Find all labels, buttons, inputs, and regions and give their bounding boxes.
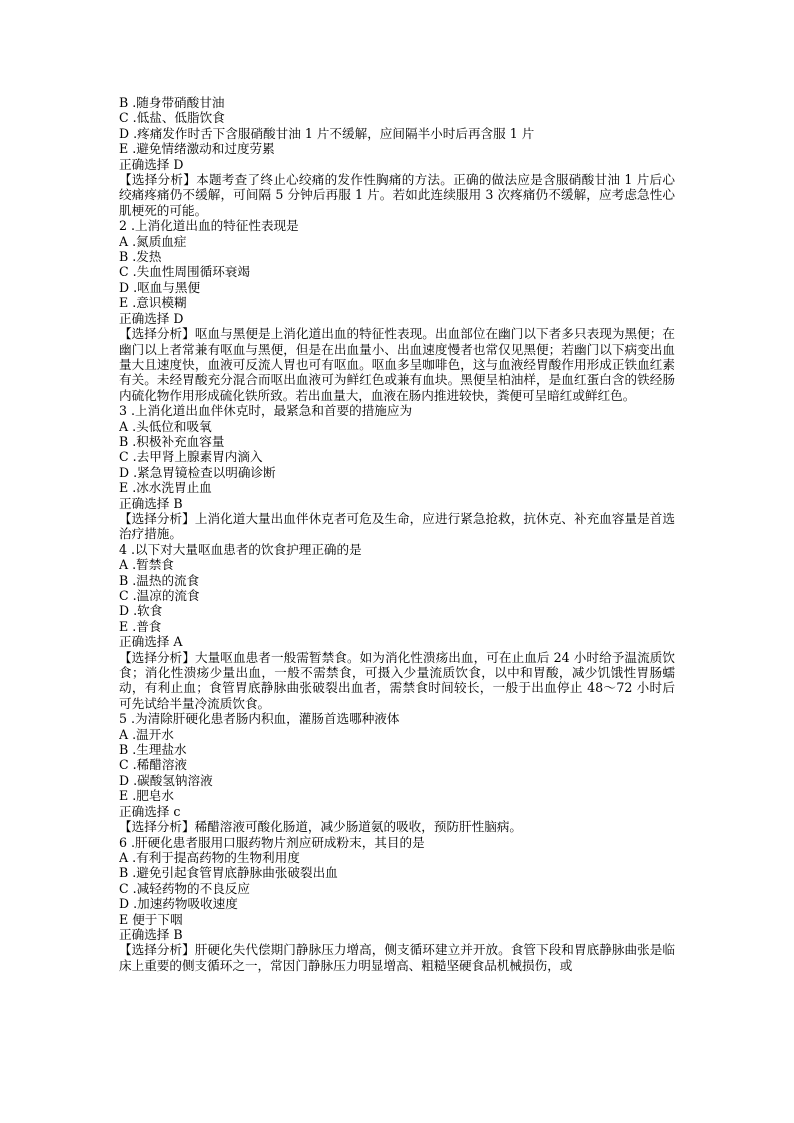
analysis-text: 大量呕血患者一般需暂禁食。如为消化性溃疡出血，可在止血后 24 小时给予温流质饮食；消化性溃疡少量出血，一般不需禁食，可摄入少量流质饮食，以中和胃酸，减少饥饿性胃肠蠕动，有利止血；食管胃底静脉曲张破裂出血者，需禁食时间较长，一般于出血停止 48～72 小时后可先试给半量冷流质饮食。	[119, 649, 675, 711]
analysis-paragraph	[119, 650, 675, 712]
text-line: B .积极补充血容量	[119, 433, 225, 449]
text-line: D .紧急胃镜检查以明确诊断	[119, 464, 276, 480]
analysis-tag: 【选择分析】	[119, 510, 195, 526]
analysis-text: 上消化道大量出血伴休克者可危及生命，应进行紧急抢救，抗休克、补充血容量是首选治疗措施。	[119, 510, 676, 542]
text-line: 正确选择 A	[119, 634, 183, 650]
text-line: C .稀醋溶液	[119, 757, 188, 773]
text-line: 正确选择 D	[119, 156, 184, 172]
text-line: 正确选择 c	[119, 803, 181, 819]
text-line: E .冰水洗胃止血	[119, 480, 212, 496]
text-line: 正确选择 B	[119, 495, 183, 511]
text-line: A .有利于提高药物的生物利用度	[119, 849, 300, 865]
text-line: B .避免引起食管胃底静脉曲张破裂出血	[119, 865, 338, 881]
analysis-paragraph	[119, 326, 675, 403]
analysis-paragraph	[119, 942, 675, 973]
text-line: 5 .为清除肝硬化患者肠内积血，灌肠首选哪种液体	[119, 711, 400, 727]
text-line: A .头低位和吸氧	[119, 418, 212, 434]
analysis-tag: 【选择分析】	[119, 942, 195, 958]
text-line: E .避免情绪激动和过度劳累	[119, 141, 275, 157]
text-line: 正确选择 D	[119, 310, 184, 326]
text-line: D .软食	[119, 603, 163, 619]
analysis-text: 呕血与黑便是上消化道出血的特征性表现。出血部位在幽门以下者多只表现为黑便；在幽门以上者常兼有呕血与黑便，但是在出血量小、出血速度慢者也常仅见黑便；若幽门以下病变出血量大且速度快，血液可反流人胃也可有呕血。呕血多呈咖啡色，这与血液经胃酸作用形成正铁血红素有关。未经胃酸充分混合而呕出血液可为鲜红色或兼有血块。黑便呈柏油样，是血红蛋白含的铁经肠内硫化物作用形成硫化铁所致。若出血量大，血液在肠内推进较快，粪便可呈暗红或鲜红色。	[119, 326, 676, 403]
analysis-tag: 【选择分析】	[119, 172, 197, 188]
analysis-paragraph	[119, 819, 675, 834]
text-line: B .发热	[119, 249, 162, 265]
text-line: D .呕血与黑便	[119, 279, 201, 295]
text-line: C .低盐、低脂饮食	[119, 110, 225, 126]
text-line: D .碳酸氢钠溶液	[119, 772, 213, 788]
text-line: A .氮质血症	[119, 233, 187, 249]
text-line: 6 .肝硬化患者服用口服药物片剂应研成粉末，其目的是	[119, 834, 425, 850]
text-line: C .温凉的流食	[119, 588, 200, 603]
text-line: E 便于下咽	[119, 911, 183, 927]
document-page	[119, 95, 675, 973]
analysis-tag: 【选择分析】	[119, 649, 195, 665]
text-line: E .肥皂水	[119, 788, 174, 804]
analysis-paragraph	[119, 172, 675, 218]
text-line: A .温开水	[119, 726, 174, 742]
text-line: 正确选择 B	[119, 926, 183, 942]
text-line: E .普食	[119, 618, 162, 634]
text-line: D .疼痛发作时舌下含服硝酸甘油 1 片不缓解，应间隔半小时后再含服 1 片	[119, 125, 535, 141]
text-line: C .失血性周围循环衰竭	[119, 264, 250, 280]
analysis-text: 肝硬化失代偿期门静脉压力增高，侧支循环建立并开放。食管下段和胃底静脉曲张是临床上重要的侧支循环之一，常因门静脉压力明显增高、粗糙坚硬食品机械损伤，或	[119, 942, 676, 973]
text-line: C .减轻药物的不良反应	[119, 880, 250, 896]
analysis-tag: 【选择分析】	[119, 819, 195, 835]
text-line: 4 .以下对大量呕血患者的饮食护理正确的是	[119, 541, 362, 557]
analysis-tag: 【选择分析】	[119, 326, 195, 342]
text-line: B .随身带硝酸甘油	[119, 95, 225, 110]
analysis-text: 稀醋溶液可酸化肠道，减少肠道氨的吸收，预防肝性脑病。	[194, 819, 522, 835]
text-line: B .生理盐水	[119, 742, 187, 758]
text-line: E .意识模糊	[119, 295, 187, 311]
text-line: 3 .上消化道出血伴休克时，最紧急和首要的措施应为	[119, 403, 413, 419]
text-line: A .暂禁食	[119, 557, 174, 573]
analysis-text: 本题考查了终止心绞痛的发作性胸痛的方法。正确的做法应是含服硝酸甘油 1 片后心绞痛疼痛仍不缓解，可间隔 5 分钟后再服 1 片。若如此连续服用 3 次疼痛仍不缓解，应考虑急性心肌梗死的可能。	[119, 172, 675, 218]
analysis-paragraph	[119, 511, 675, 542]
text-line: D .加速药物吸收速度	[119, 896, 238, 912]
text-line: B .温热的流食	[119, 572, 200, 588]
text-line: 2 .上消化道出血的特征性表现是	[119, 218, 299, 234]
text-line: C .去甲肾上腺素胃内滴入	[119, 449, 263, 465]
